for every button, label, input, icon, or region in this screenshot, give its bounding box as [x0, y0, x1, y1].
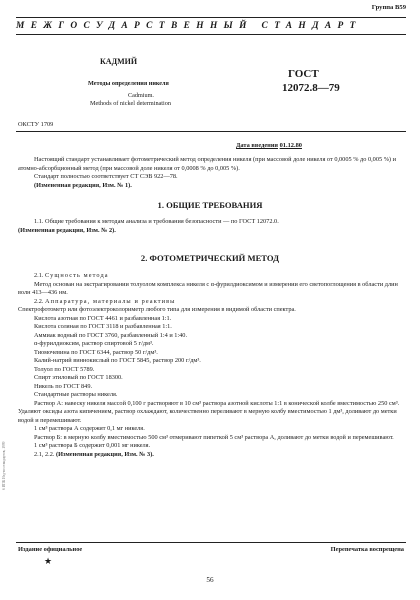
side-imprint: 6 ИПК Изд-во стандартов, 1999 — [2, 441, 6, 490]
standard-banner: МЕЖГОСУДАРСТВЕННЫЙ СТАНДАРТ — [16, 21, 362, 31]
section1-clause: 1.1. Общие требования к методам анализа и требования безопасности — по ГОСТ 12072.0. — [34, 218, 279, 225]
group-code: Группа В59 — [371, 4, 406, 11]
reagent-item: Стандартные растворы никеля. — [34, 391, 118, 398]
amendment-clauses: 2.1, 2.2. — [34, 450, 55, 458]
section1-amendment: (Измененная редакция, Изм. № 2). — [18, 226, 116, 234]
amendment-note: (Измененная редакция, Изм. № 3). — [56, 450, 154, 458]
intro-date — [236, 142, 302, 149]
preamble-scope: Настоящий стандарт устанавливает фотометрический метод определения никеля (при массовой доле никеля от 0,0005 % до 0,005 %) и атомно-абсорбционный метод (при массовой доле никеля от 0,0008 % до 0,005 %). — [18, 156, 396, 172]
top-rule — [16, 17, 406, 18]
preamble-amendment: (Измененная редакция, Изм. № 1). — [34, 181, 132, 189]
section2-heading: 2. ФОТОМЕТРИЧЕСКИЙ МЕТОД — [140, 253, 280, 263]
solution-b: Раствор Б: в мерную колбу вместимостью 500 см³ отмеривают пипеткой 5 см³ раствора А, доливают до метки водой и перемешивают. — [34, 433, 394, 441]
preamble — [18, 156, 404, 190]
reagent-item: Никель по ГОСТ 849. — [34, 382, 93, 390]
clause-2-2-title: Аппаратура, материалы и реактивы — [45, 297, 176, 305]
english-title: Cadmium. — [128, 92, 154, 99]
gost-number: 12072.8—79 — [282, 82, 340, 94]
intro-date-value: 01.12.80 — [279, 142, 302, 149]
solution-b-concentration: 1 см³ раствора Б содержит 0,001 мг никеля. — [34, 442, 151, 449]
reagent-item: α-фурилдиоксим, раствор спиртовой 5 г/дм³. — [34, 340, 154, 347]
clause-2-2-number: 2.2. — [34, 297, 44, 305]
section1-body — [18, 218, 404, 235]
reagent-item: Толуол по ГОСТ 5789. — [34, 365, 95, 373]
official-edition: Издание официальное — [18, 546, 83, 553]
intro-date-label: Дата введения — [236, 142, 278, 149]
english-subtitle: Methods of nickel determination — [90, 100, 171, 107]
title-rule — [16, 131, 406, 132]
reagent-item: Аммиак водный по ГОСТ 3760, разбавленный 1:4 и 1:40. — [34, 331, 188, 339]
preamble-conformity: Стандарт полностью соответствует СТ СЭВ 922—78. — [34, 173, 178, 180]
reagent-item: Тиомочевина по ГОСТ 6344, раствор 50 г/дм³. — [34, 348, 158, 356]
clause-2-1-title: Сущность метода — [45, 272, 109, 279]
standard-title: КАДМИЙ — [100, 57, 138, 66]
reprint-prohibited: Перепечатка воспрещена — [330, 546, 404, 553]
gost-label: ГОСТ — [288, 68, 319, 80]
reagent-item: Кислота азотная по ГОСТ 4461 и разбавленная 1:1. — [34, 314, 172, 322]
reagent-item: Кислота соляная по ГОСТ 3118 и разбавленная 1:1. — [34, 323, 172, 330]
reagent-item: Калий-натрий виннокислый по ГОСТ 5845, раствор 200 г/дм³. — [34, 357, 201, 364]
reagent-item: Спирт этиловый по ГОСТ 18300. — [34, 374, 123, 381]
clause-2-1-text: Метод основан на экстрагировании толуолом комплекса никеля с α-фурилдиоксимом и измерении его светопоглощения в области длин волн 413—436 нм. — [18, 280, 398, 296]
okstu-code: ОКСТУ 1709 — [18, 121, 54, 128]
standard-subtitle: Методы определения никеля — [88, 80, 169, 87]
solution-a: Раствор А: навеску никеля массой 0,100 г растворяют в 10 см³ раствора азотной кислоты 1:1 в конической колбе вместимостью 250 см³. Удаляют оксиды азота кипячением, раствор охлаждают, количественно переливают в мерную колбу вместимостью 1 дм³, доливают до метки водой и перемешивают. — [18, 399, 400, 424]
footer-rule — [16, 542, 406, 543]
star-icon: ★ — [44, 556, 53, 566]
section2-body — [18, 272, 404, 459]
solution-a-concentration: 1 см³ раствора А содержит 0,1 мг никеля. — [34, 425, 145, 432]
banner-rule — [16, 34, 406, 35]
page-number: 56 — [206, 576, 214, 584]
equipment-item: Спектрофотометр или фотоэлектроколориметр любого типа для измерения в видимой области спектра. — [18, 306, 296, 313]
clause-2-1-number: 2.1. — [34, 272, 44, 279]
section1-heading: 1. ОБЩИЕ ТРЕБОВАНИЯ — [157, 200, 263, 210]
